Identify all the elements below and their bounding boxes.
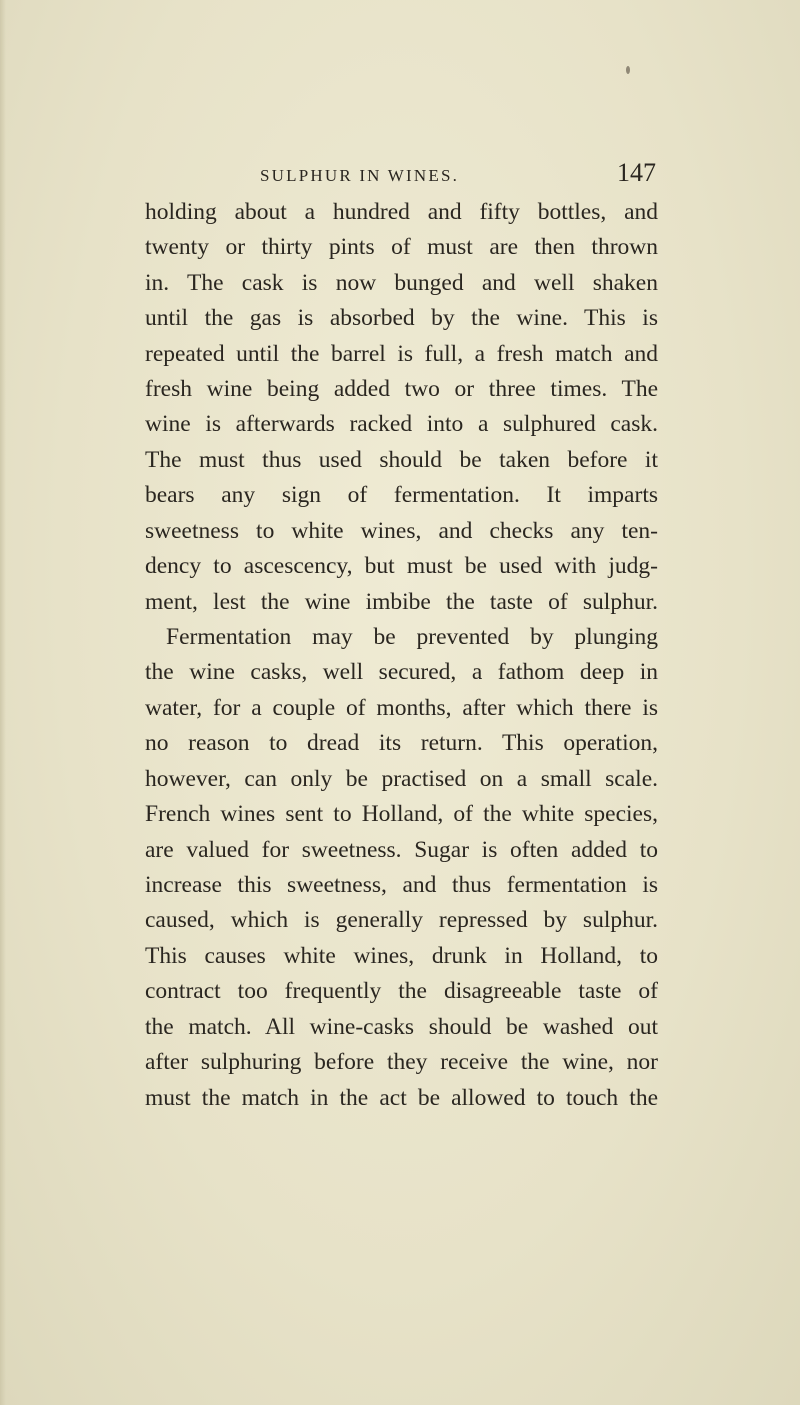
- text-line: after sulphuring before they receive the wine, nor: [145, 1049, 658, 1075]
- text-line: must the match in the act be allowed to touch the: [145, 1085, 658, 1111]
- text-line: bears any sign of fermentation. It imparts: [145, 482, 658, 508]
- page-number: 147: [617, 158, 656, 187]
- text-line: wine is afterwards racked into a sulphured cask.: [145, 411, 658, 437]
- text-line: holding about a hundred and fifty bottles, and: [145, 199, 658, 225]
- text-line: caused, which is generally repressed by sulphur.: [145, 907, 658, 933]
- text-line: no reason to dread its return. This operation,: [145, 730, 658, 756]
- text-line: until the gas is absorbed by the wine. This is: [145, 305, 658, 331]
- running-title: SULPHUR IN WINES.: [260, 166, 460, 185]
- text-line: ment, lest the wine imbibe the taste of sulphur.: [145, 589, 658, 615]
- text-line: water, for a couple of months, after which there is: [145, 695, 658, 721]
- text-line: increase this sweetness, and thus fermentation is: [145, 872, 658, 898]
- text-line: are valued for sweetness. Sugar is often added to: [145, 837, 658, 863]
- text-line: Fermentation may be prevented by plunging: [166, 624, 658, 650]
- text-line: the wine casks, well secured, a fathom deep in: [145, 659, 658, 685]
- text-line: The must thus used should be taken before it: [145, 447, 658, 473]
- page-edge-shadow: [0, 0, 6, 1405]
- text-line: in. The cask is now bunged and well shaken: [145, 270, 658, 296]
- text-line: twenty or thirty pints of must are then thrown: [145, 234, 658, 260]
- ink-speck: [626, 66, 630, 74]
- text-line: French wines sent to Holland, of the white species,: [145, 801, 658, 827]
- text-line: contract too frequently the disagreeable taste of: [145, 978, 658, 1004]
- text-line: fresh wine being added two or three times. The: [145, 376, 658, 402]
- running-head: [0, 158, 800, 198]
- text-line: This causes white wines, drunk in Holland, to: [145, 943, 658, 969]
- text-line: the match. All wine-casks should be washed out: [145, 1014, 658, 1040]
- text-line: sweetness to white wines, and checks any ten-: [145, 518, 658, 544]
- text-line: dency to ascescency, but must be used with judg-: [145, 553, 658, 579]
- text-line: repeated until the barrel is full, a fresh match and: [145, 341, 658, 367]
- text-line: however, can only be practised on a small scale.: [145, 766, 658, 792]
